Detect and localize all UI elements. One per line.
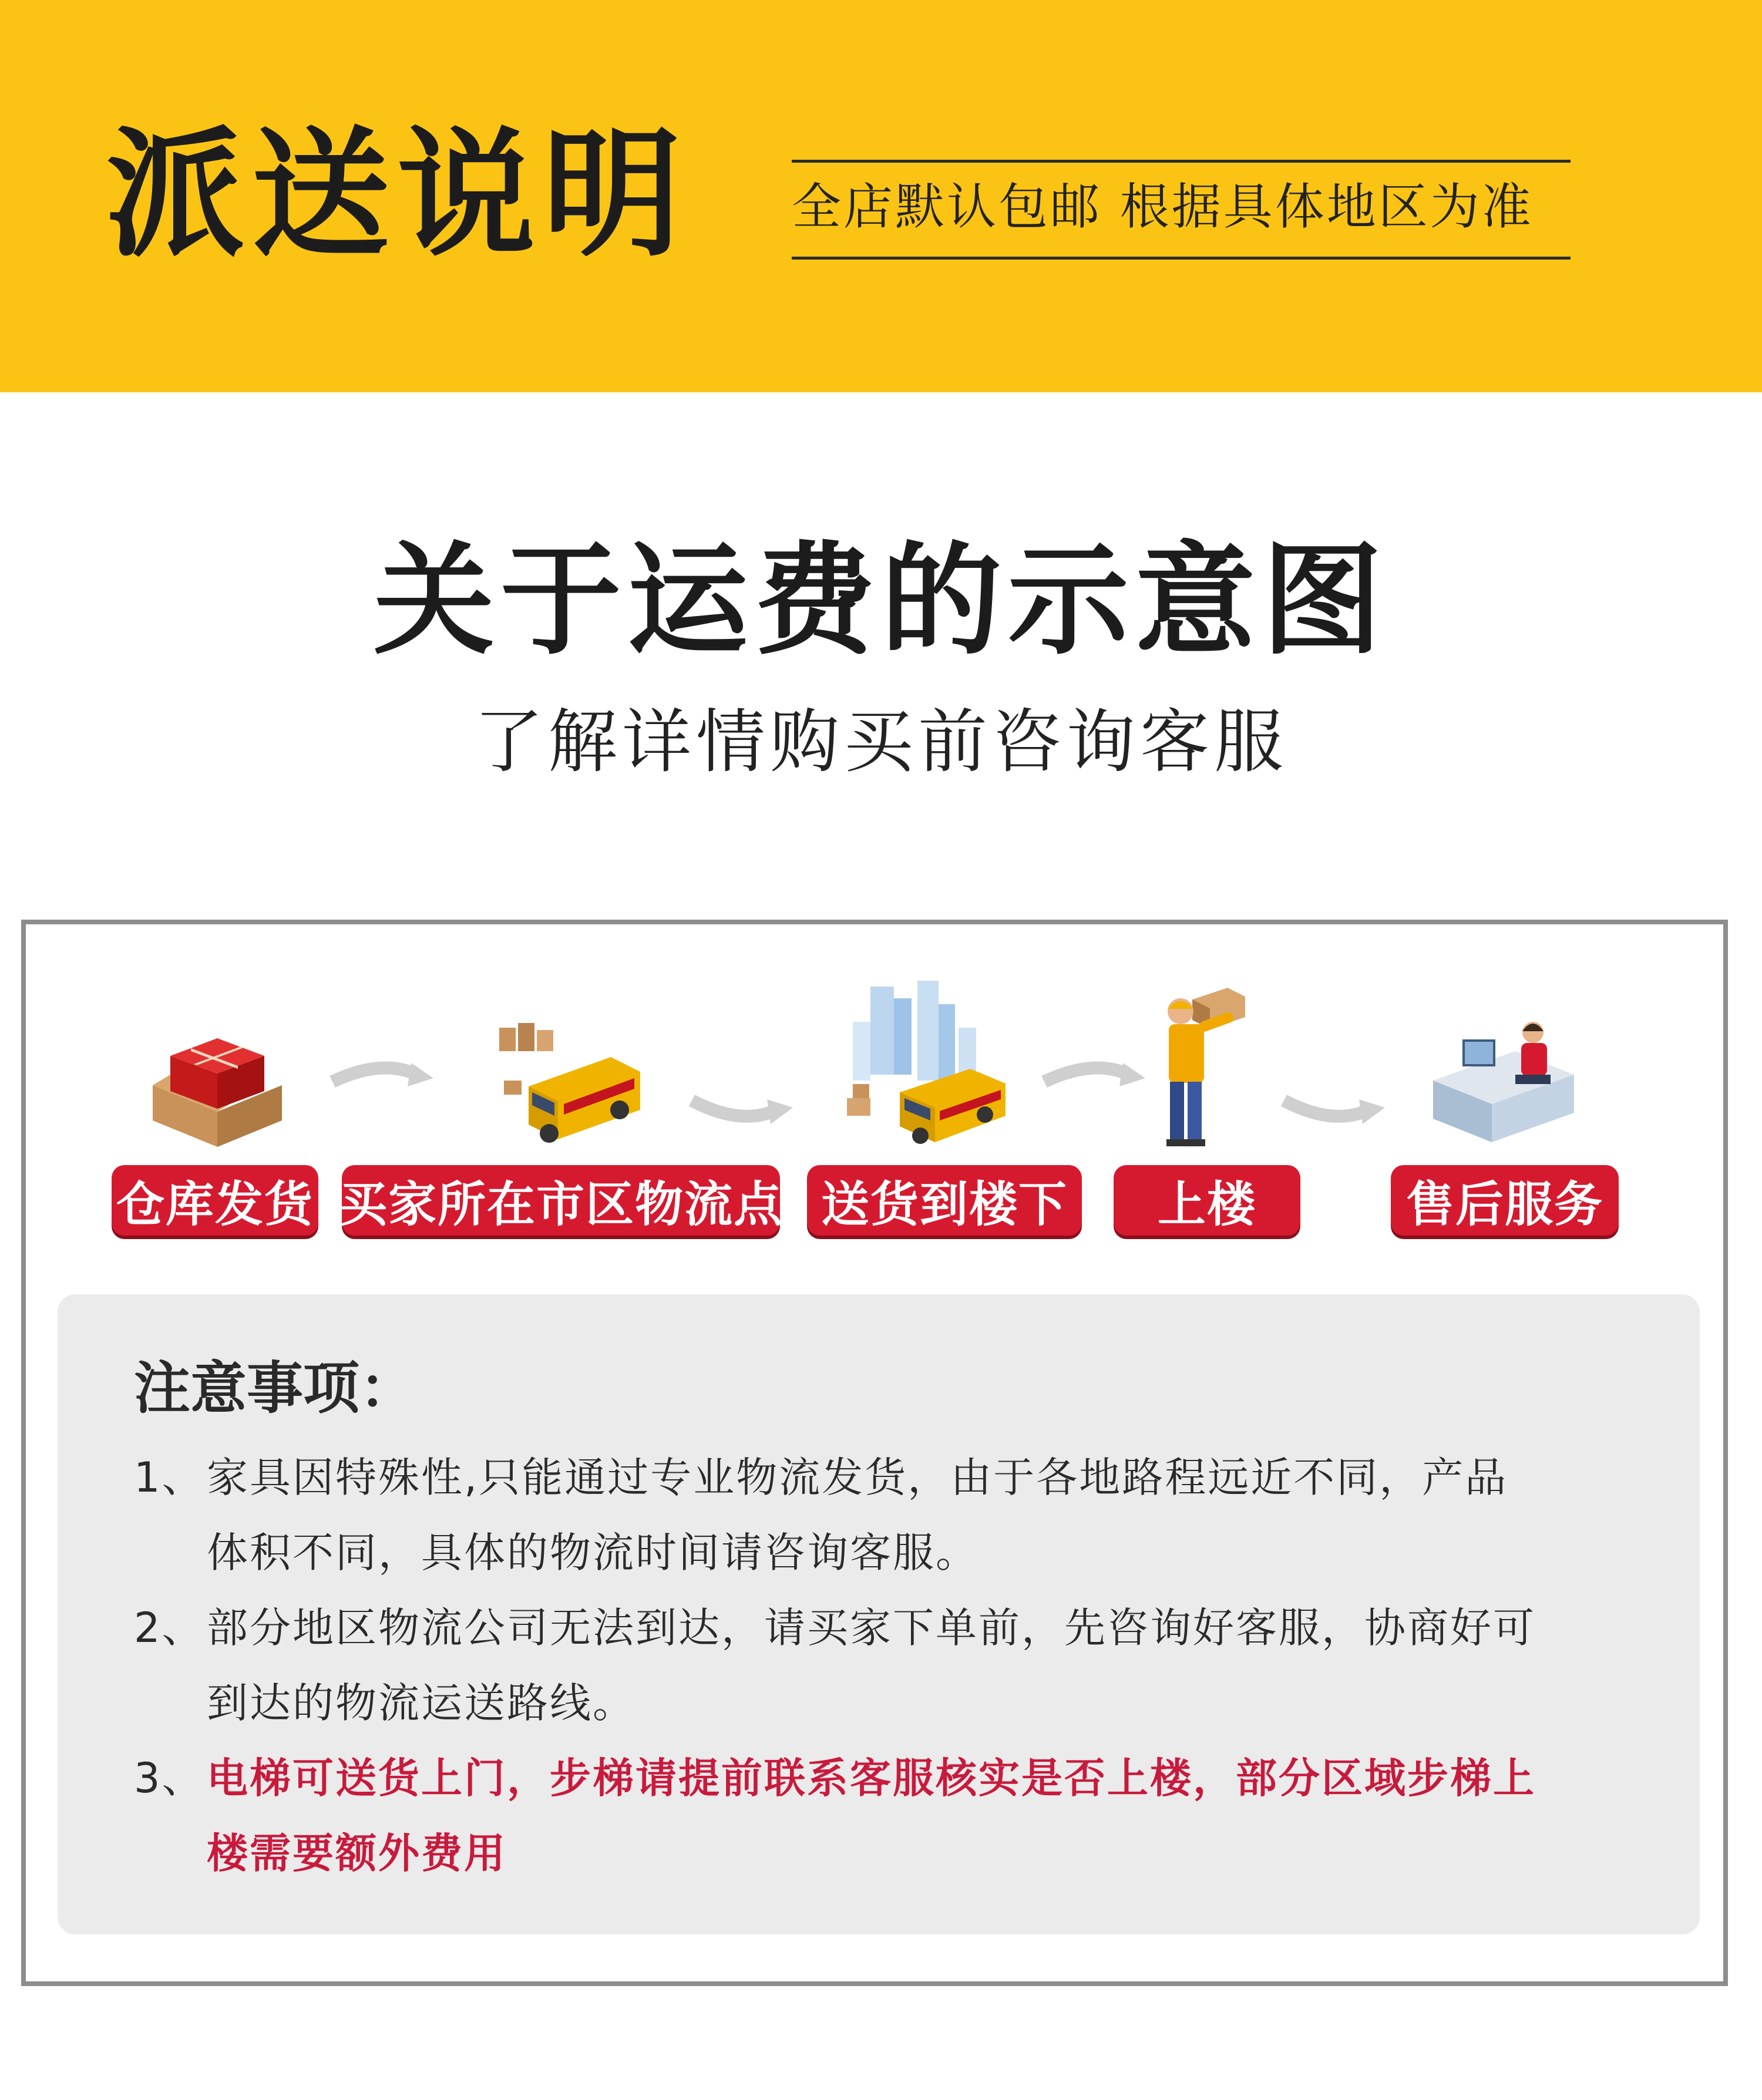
city-van-icon <box>835 975 1011 1152</box>
banner-subtitle: 全店默认包邮 根据具体地区为准 <box>792 178 1534 235</box>
page-title: 关于运费的示意图 <box>373 530 1388 671</box>
note-number: 2、 <box>134 1604 205 1652</box>
step-label-deliver-downstairs: 送货到楼下 <box>807 1165 1082 1236</box>
delivery-van-icon <box>493 1016 646 1152</box>
note-text-highlighted: 电梯可送货上门，步梯请提前联系客服核实是否上楼，部分区域步梯上 <box>207 1754 1536 1802</box>
step-label-city-logistics: 买家所在市区物流点 <box>342 1165 780 1236</box>
flow-arrow-4 <box>1280 1092 1386 1130</box>
note-number: 3、 <box>134 1754 205 1802</box>
flow-arrow-3 <box>1041 1057 1146 1095</box>
step-label-upstairs: 上楼 <box>1114 1165 1300 1236</box>
note-item <box>134 1440 1673 1590</box>
note-item <box>134 1741 1673 1891</box>
flow-arrow-1 <box>329 1057 435 1095</box>
courier-carrying-box-icon <box>1157 982 1257 1152</box>
note-number: 1、 <box>134 1453 205 1502</box>
parcel-box-icon <box>141 1021 294 1150</box>
note-text-highlighted-continued: 楼需要额外费用 <box>207 1829 507 1877</box>
step-label-after-sales: 售后服务 <box>1391 1165 1619 1236</box>
notes-title: 注意事项： <box>134 1355 416 1421</box>
header-banner <box>0 0 1762 392</box>
note-item <box>134 1590 1673 1741</box>
note-text: 部分地区物流公司无法到达，请买家下单前，先咨询好客服，协商好可 <box>207 1604 1536 1652</box>
page-subtitle: 了解详情购买前咨询客服 <box>473 701 1288 782</box>
note-text-continued: 到达的物流运送路线。 <box>207 1679 635 1727</box>
flow-arrow-2 <box>688 1092 794 1130</box>
note-text: 家具因特殊性,只能通过专业物流发货，由于各地路程远近不同，产品 <box>207 1453 1508 1502</box>
banner-rule-bottom <box>792 257 1571 260</box>
notes-box <box>58 1294 1700 1934</box>
banner-rule-top <box>792 160 1571 163</box>
banner-title: 派送说明 <box>106 114 689 275</box>
step-label-warehouse: 仓库发货 <box>112 1165 318 1236</box>
service-desk-icon <box>1427 1016 1580 1152</box>
note-text-continued: 体积不同，具体的物流时间请咨询客服。 <box>207 1529 978 1577</box>
